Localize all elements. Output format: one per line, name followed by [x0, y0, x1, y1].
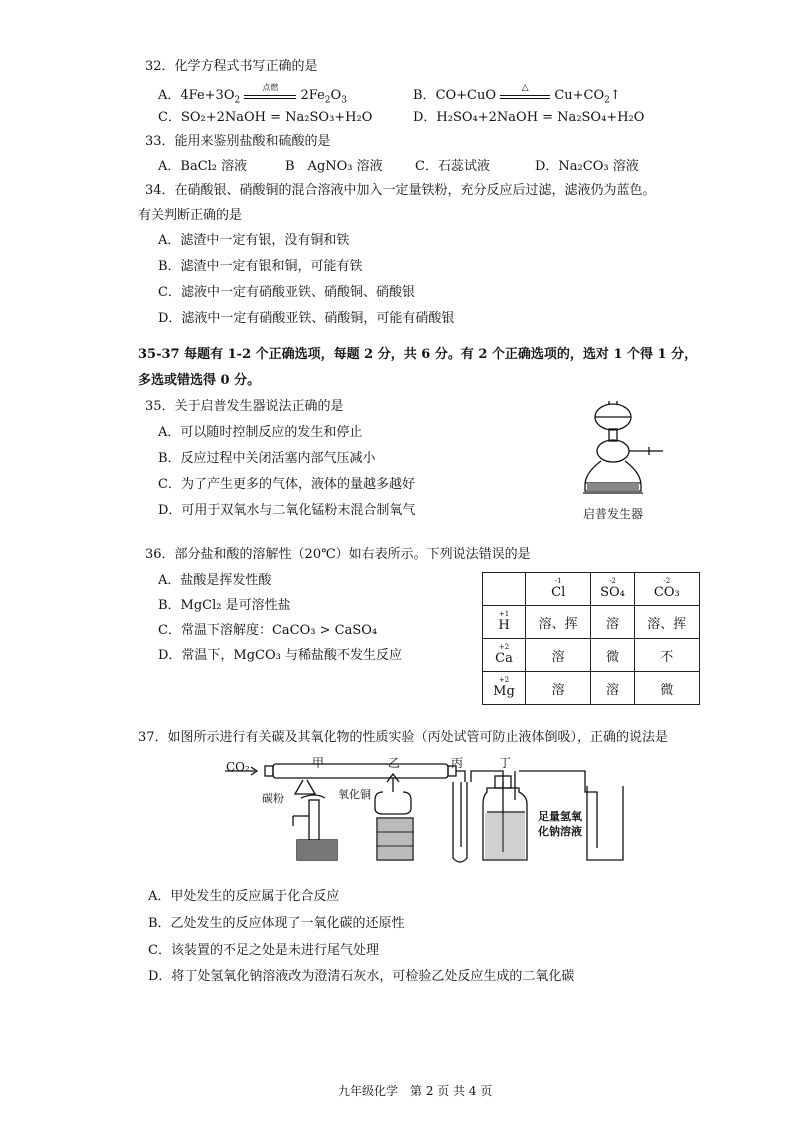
q32-option-a: A．$4Fe+3O_2$ 点燃 $2Fe_2O_3$	[158, 83, 347, 106]
q32-a-left: 4Fe+3O	[180, 88, 235, 103]
q35-option-c: C．为了产生更多的气体，液体的量越多越好	[158, 477, 415, 492]
kipp-figure-caption: 启普发生器	[583, 507, 644, 521]
q37-option-c: C．该装置的不足之处是未进行尾气处理	[148, 943, 379, 958]
table-cell: 溶	[591, 672, 634, 705]
table-col-header: -2 CO₃	[634, 573, 699, 606]
solubility-table	[482, 572, 700, 705]
table-row	[483, 639, 700, 672]
table-corner-cell	[483, 573, 526, 606]
q34-option-a: A．滤渣中一定有银，没有铜和铁	[158, 233, 350, 248]
q32-a-label: A．	[158, 88, 181, 103]
q36-stem: 36．部分盐和酸的溶解性（20℃）如右表所示。下列说法错误的是	[145, 547, 531, 562]
q33-option-a: A．BaCl₂ 溶液	[158, 159, 248, 174]
q34-stem-line2: 有关判断正确的是	[138, 208, 243, 223]
table-cell: 溶	[526, 672, 591, 705]
q37-option-b: B．乙处发生的反应体现了一氧化碳的还原性	[148, 916, 405, 931]
section-instructions-line1: 35-37 每题有 1-2 个正确选项，每题 2 分，共 6 分。有 2 个正确选项的，选对 1 个得 1 分，	[138, 347, 698, 362]
q35-option-a: A．可以随时控制反应的发生和停止	[158, 425, 363, 440]
fig-copper-oxide-label: 氧化铜	[338, 788, 371, 801]
q34-option-d: D．滤液中一定有硝酸亚铁、硝酸铜，可能有硝酸银	[158, 311, 455, 326]
section-instructions-line2: 多选或错选得 0 分。	[138, 373, 261, 388]
fig-co2-label: CO₂	[226, 760, 250, 774]
q32-option-c: C．SO₂+2NaOH = Na₂SO₃+H₂O	[158, 110, 373, 125]
fig-ding-label: 丁	[499, 756, 512, 770]
q34-option-b: B．滤渣中一定有银和铜，可能有铁	[158, 259, 363, 274]
table-row	[483, 672, 700, 705]
q35-option-d: D．可用于双氧水与二氧化锰粉末混合制氧气	[158, 503, 416, 518]
fig-naoh-label-2: 化钠溶液	[538, 825, 582, 838]
q33-option-b: B AgNO₃ 溶液	[285, 159, 383, 174]
q35-option-b: B．反应过程中关闭活塞内部气压减小	[158, 451, 376, 466]
q33-stem: 33．能用来鉴别盐酸和硫酸的是	[145, 134, 331, 149]
table-cell: 溶	[591, 606, 634, 639]
q33-option-d: D．Na₂CO₃ 溶液	[535, 159, 639, 174]
table-row-header: +1 H	[483, 606, 526, 639]
table-cell: 微	[634, 672, 699, 705]
q32-b-condition-arrow: △	[500, 87, 550, 99]
table-row	[483, 606, 700, 639]
fig-bing-label: 丙	[451, 756, 464, 770]
q36-option-d: D．常温下，MgCO₃ 与稀盐酸不发生反应	[158, 648, 403, 663]
table-col-header: -1 Cl	[526, 573, 591, 606]
q36-option-c: C．常温下溶解度：CaCO₃ > CaSO₄	[158, 623, 378, 638]
q34-option-c: C．滤液中一定有硝酸亚铁、硝酸铜、硝酸银	[158, 285, 415, 300]
table-cell: 溶、挥	[526, 606, 591, 639]
table-header-row	[483, 573, 700, 606]
q33-option-c: C．石蕊试液	[415, 159, 490, 174]
table-row-header: +2 Ca	[483, 639, 526, 672]
q32-a-right: 2Fe	[300, 88, 325, 103]
q32-option-d: D．H₂SO₄+2NaOH = Na₂SO₄+H₂O	[413, 110, 645, 125]
kipp-generator-figure	[565, 395, 675, 505]
q37-option-a: A．甲处发生的反应属于化合反应	[148, 889, 340, 904]
fig-naoh-label-1: 足量氢氧	[538, 810, 582, 823]
fig-carbon-powder-label: 碳粉	[262, 792, 284, 805]
q32-stem: 32．化学方程式书写正确的是	[145, 59, 318, 74]
q36-option-a: A．盐酸是挥发性酸	[158, 573, 272, 588]
q35-stem: 35．关于启普发生器说法正确的是	[145, 399, 344, 414]
table-cell: 微	[591, 639, 634, 672]
table-cell: 溶、挥	[634, 606, 699, 639]
fig-jia-label: 甲	[312, 756, 325, 770]
q37-option-d: D．将丁处氢氧化钠溶液改为澄清石灰水，可检验乙处反应生成的二氧化碳	[148, 969, 575, 984]
fig-yi-label: 乙	[388, 756, 401, 770]
q36-option-b: B．MgCl₂ 是可溶性盐	[158, 598, 291, 613]
q32-option-b: B．CO+CuO △ $Cu+CO_2↑$	[413, 83, 621, 106]
page-footer: 九年级化学 第 2 页 共 4 页	[338, 1084, 493, 1098]
q32-a-condition-arrow: 点燃	[244, 87, 296, 99]
table-cell: 溶	[526, 639, 591, 672]
table-row-header: +2 Mg	[483, 672, 526, 705]
q34-stem-line1: 34．在硝酸银、硝酸铜的混合溶液中加入一定量铁粉，充分反应后过滤，滤液仍为蓝色。	[145, 183, 656, 198]
q37-stem: 37．如图所示进行有关碳及其氧化物的性质实验（丙处试管可防止液体倒吸），正确的说法是	[138, 730, 669, 745]
table-cell: 不	[634, 639, 699, 672]
table-col-header: -2 SO₄	[591, 573, 634, 606]
